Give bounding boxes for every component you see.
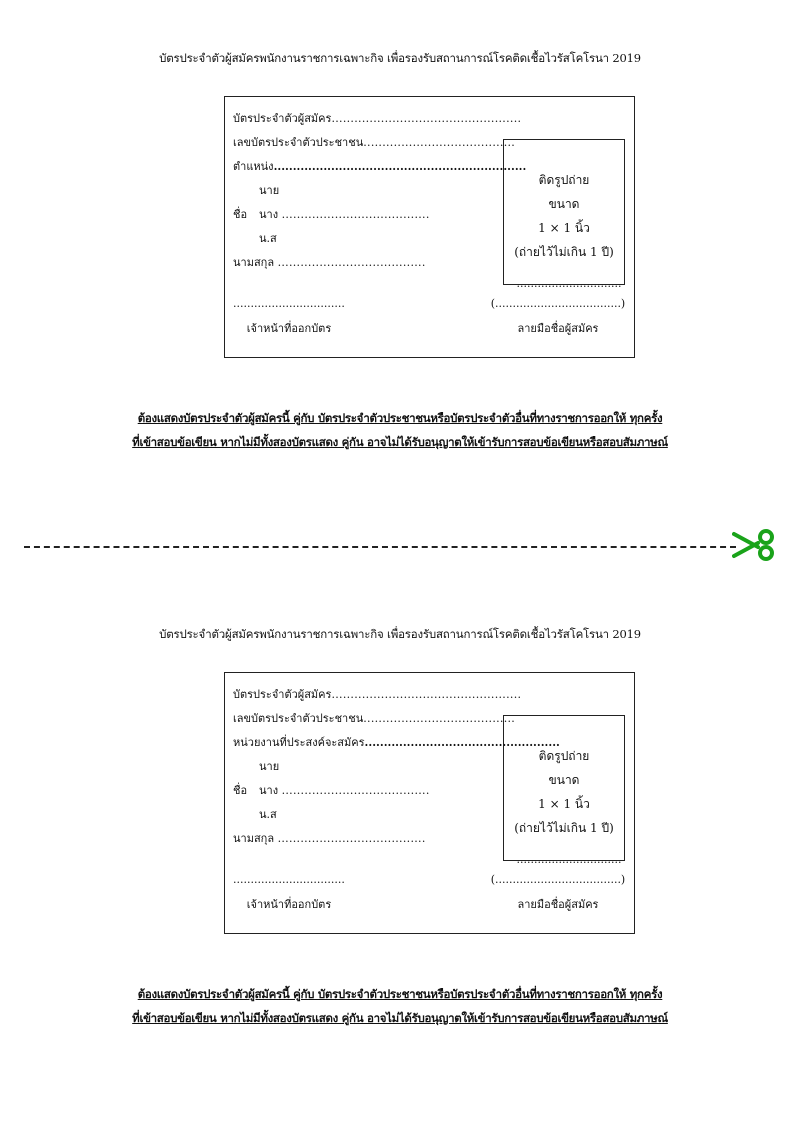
applicant-sign-blank[interactable]: (....................................): [490, 873, 626, 886]
card-number-row: [233, 109, 521, 127]
applicant-sign-blank-top[interactable]: ..............................: [516, 277, 622, 290]
id-number-row: [233, 709, 515, 727]
cut-line: [24, 546, 736, 548]
photo-line-3: 1 × 1 นิ้ว: [538, 221, 590, 235]
photo-line-4: (ถ่ายไว้ไม่เกิน 1 ปี): [514, 821, 614, 835]
id-number-row: [233, 133, 515, 151]
applicant-card: [224, 96, 635, 358]
officer-sign-label: เจ้าหน้าที่ออกบัตร: [246, 898, 332, 911]
notice: [0, 982, 800, 1030]
name-label: ชื่อ: [233, 784, 248, 797]
officer-sign-label: เจ้าหน้าที่ออกบัตร: [246, 322, 332, 335]
scissors-icon: [732, 528, 778, 562]
officer-sign-blank[interactable]: ................................: [233, 873, 345, 886]
applicant-sign-blank[interactable]: (....................................): [490, 297, 626, 310]
title-miss: น.ส: [259, 232, 277, 245]
photo-line-2: ขนาด: [548, 773, 580, 787]
surname-row: [233, 253, 426, 271]
id-number-blank[interactable]: ........................................: [363, 136, 516, 149]
title-mrs: นาง: [259, 208, 279, 221]
photo-box: [503, 139, 625, 285]
name-row: [259, 205, 430, 223]
agency-label: หน่วยงานที่ประสงค์จะสมัคร: [233, 736, 365, 749]
surname-label: นามสกุล: [233, 832, 275, 845]
notice-line-2: ที่เข้าสอบข้อเขียน หากไม่มีทั้งสองบัตรแสดง คู่กัน อาจไม่ได้รับอนุญาตให้เข้ารับการสอบข้อเขียนหรือสอบสัมภาษณ์: [132, 1011, 668, 1025]
photo-line-1: ติดรูปถ่าย: [538, 173, 590, 187]
position-blank[interactable]: ..................................................................: [273, 160, 527, 173]
applicant-sign-blank-top[interactable]: ..............................: [516, 853, 622, 866]
applicant-card-section-1: [0, 50, 800, 490]
surname-row: [233, 829, 426, 847]
name-label: ชื่อ: [233, 208, 248, 221]
card-number-blank[interactable]: ..................................................: [331, 112, 522, 125]
photo-box: [503, 715, 625, 861]
photo-line-2: ขนาด: [548, 197, 580, 211]
name-blank[interactable]: .......................................: [281, 208, 430, 221]
notice: [0, 406, 800, 454]
notice-line-1: ต้องแสดงบัตรประจำตัวผู้สมัครนี้ คู่กับ บัตรประจำตัวประชาชนหรือบัตรประจำตัวอื่นที่ทางราชการออกให้ ทุกครั้ง: [137, 987, 663, 1001]
notice-line-2: ที่เข้าสอบข้อเขียน หากไม่มีทั้งสองบัตรแสดง คู่กัน อาจไม่ได้รับอนุญาตให้เข้ารับการสอบข้อเขียนหรือสอบสัมภาษณ์: [132, 435, 668, 449]
card-number-row: [233, 685, 521, 703]
id-number-label: เลขบัตรประจำตัวประชาชน: [233, 136, 364, 149]
position-label: ตำแหน่ง: [233, 160, 274, 173]
agency-blank[interactable]: ...................................................: [364, 736, 560, 749]
applicant-card-section-2: [0, 626, 800, 1066]
name-row: [259, 781, 430, 799]
card-heading: บัตรประจำตัวผู้สมัครพนักงานราชการเฉพาะกิจ เพื่อรองรับสถานการณ์โรคติดเชื้อไวรัสโคโรนา 2019: [159, 627, 641, 641]
title-miss: น.ส: [259, 808, 277, 821]
card-number-blank[interactable]: ..................................................: [331, 688, 522, 701]
surname-blank[interactable]: .......................................: [277, 256, 426, 269]
surname-label: นามสกุล: [233, 256, 275, 269]
surname-blank[interactable]: .......................................: [277, 832, 426, 845]
id-number-label: เลขบัตรประจำตัวประชาชน: [233, 712, 364, 725]
applicant-card: [224, 672, 635, 934]
photo-line-4: (ถ่ายไว้ไม่เกิน 1 ปี): [514, 245, 614, 259]
position-row: [233, 157, 526, 175]
title-mrs: นาง: [259, 784, 279, 797]
notice-line-1: ต้องแสดงบัตรประจำตัวผู้สมัครนี้ คู่กับ บัตรประจำตัวประชาชนหรือบัตรประจำตัวอื่นที่ทางราชการออกให้ ทุกครั้ง: [137, 411, 663, 425]
card-number-label: บัตรประจำตัวผู้สมัคร: [233, 112, 332, 125]
officer-sign-blank[interactable]: ................................: [233, 297, 345, 310]
name-blank[interactable]: .......................................: [281, 784, 430, 797]
card-heading: บัตรประจำตัวผู้สมัครพนักงานราชการเฉพาะกิจ เพื่อรองรับสถานการณ์โรคติดเชื้อไวรัสโคโรนา 2019: [159, 51, 641, 65]
title-mr: นาย: [259, 760, 280, 773]
applicant-sign-label: ลายมือชื่อผู้สมัคร: [517, 322, 599, 335]
photo-line-1: ติดรูปถ่าย: [538, 749, 590, 763]
id-number-blank[interactable]: ........................................: [363, 712, 516, 725]
applicant-sign-label: ลายมือชื่อผู้สมัคร: [517, 898, 599, 911]
title-mr: นาย: [259, 184, 280, 197]
photo-line-3: 1 × 1 นิ้ว: [538, 797, 590, 811]
card-number-label: บัตรประจำตัวผู้สมัคร: [233, 688, 332, 701]
